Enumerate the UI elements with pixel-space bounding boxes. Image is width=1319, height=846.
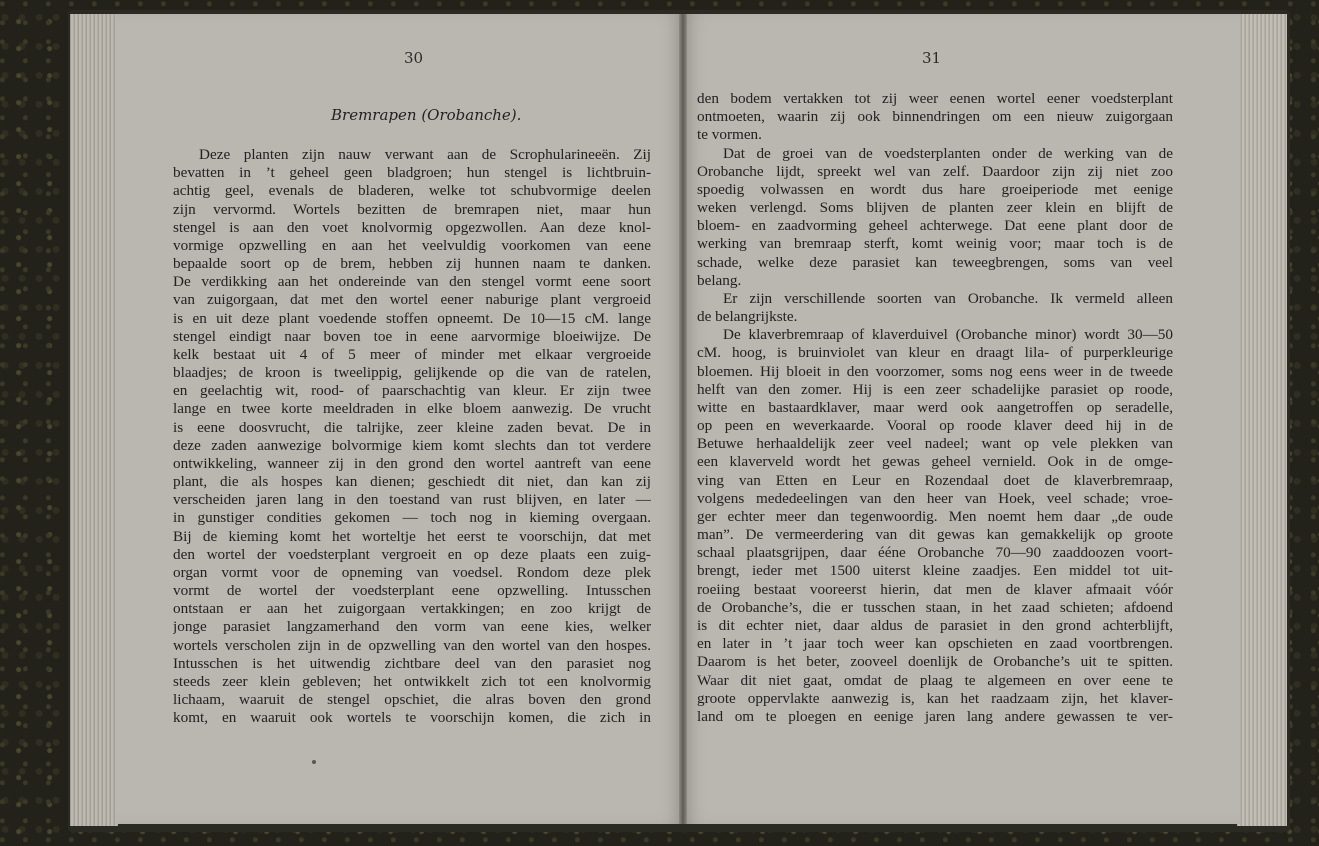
- text-line: Deze planten zijn nauw verwant aan de Scrophularineeën. Zij: [199, 146, 651, 163]
- text-line: de belangrijkste.: [697, 308, 798, 326]
- text-line: brengt, ieder met 1500 uiterst kleine zaadjes. Een middel tot uit-: [697, 562, 1173, 580]
- text-line: den wortel der voedsterplant vergroeit en op deze plaats een zuig-: [173, 545, 651, 563]
- text-line: stengel eindigt naar boven toe in eene aarvormige bloeiwijze. De: [173, 327, 651, 345]
- text-line: ontstaan er aan het zuigorgaan vertakkingen; en zoo krijgt de: [173, 600, 651, 618]
- text-line: Er zijn verschillende soorten van Orobanche. Ik vermeld alleen: [723, 289, 1173, 307]
- text-line: Betuwe herhaaldelijk zeer veel nadeel; want op vele plekken van: [697, 435, 1173, 453]
- text-line: bepaalde soort op de brem, hebben zij hunnen naam te danken.: [173, 255, 651, 273]
- text-line: schade, welke deze parasiet kan teweegbrengen, soms van veel: [697, 253, 1173, 271]
- text-line: steeds zeer klein gebleven; het ontwikkelt zich tot een knolvormig: [173, 672, 651, 690]
- left-page-number: 30: [404, 49, 424, 67]
- text-line: Orobanche lijdt, spreekt wel van zelf. Daardoor zijn zij niet zoo: [697, 162, 1173, 180]
- text-line: volgens mededeelingen van den heer van Hoek, veel schade; vroe-: [697, 489, 1173, 507]
- text-line: in gunstiger condities gekomen — toch nog in kieming overgaan.: [173, 509, 651, 527]
- text-line: verscheiden jaren lang in den toestand van rust blijven, en later —: [173, 491, 651, 509]
- text-line: spoedig volwassen en wordt dus hare groeiperiode met eenige: [697, 180, 1173, 198]
- text-line: weken verlengd. Soms blijven de planten zeer klein en blijft de: [697, 199, 1173, 217]
- text-line: blaadjes; de kroon is tweelippig, gelijkende op die van de ratelen,: [173, 364, 651, 382]
- text-line: te vormen.: [697, 126, 762, 144]
- text-line: De verdikking aan het ondereinde van den stengel vormt eene soort: [173, 273, 651, 291]
- text-line: land om te ploegen en eenige jaren lang andere gewassen te ver-: [697, 707, 1173, 725]
- text-line: de Orobanche’s, die er tusschen staan, in het zaad schieten; afdoend: [697, 598, 1173, 616]
- text-line: groote oppervlakte aanwezig is, kan het raadzaam zijn, het klaver-: [697, 689, 1173, 707]
- text-line: man”. De vermeerdering van dit gewas kan gemakkelijk op groote: [697, 526, 1173, 544]
- text-line: vormt de wortel der voedsterplant eene opzwelling. Intusschen: [173, 582, 651, 600]
- text-line: op peen en weverkaarde. Vooral op roode klaver deed hij in de: [697, 417, 1173, 435]
- text-line: schaal plaatsgrijpen, daar ééne Orobanche 70—90 zaaddoozen voort-: [697, 544, 1173, 562]
- text-line: lange en twee korte meeldraden in elke bloem aanwezig. De vrucht: [173, 400, 651, 418]
- text-line: is eene doosvrucht, die talrijke, zeer kleine zaden bevat. De in: [173, 418, 651, 436]
- text-line: Intusschen is het uitwendig zichtbare deel van den parasiet nog: [173, 654, 651, 672]
- text-line: cM. hoog, is bruinviolet van kleur en draagt lila- of purperkleurige: [697, 344, 1173, 362]
- text-line: bloemen. Hij bloeit in den voorzomer, soms nog eens weer in de tweede: [697, 362, 1173, 380]
- text-line: en later in ’t jaar toch weer kan opschieten en zaad voortbrengen.: [697, 635, 1173, 653]
- text-line: stengel is aan den voet knolvormig opgezwollen. Aan deze knol-: [173, 218, 651, 236]
- section-title: Bremrapen (Orobanche).: [331, 106, 522, 124]
- text-line: lichaam, waaruit de stengel opschiet, die alras boven den grond: [173, 691, 651, 709]
- page-edges-left: [70, 14, 118, 826]
- text-line: van zuigorgaan, dat met den wortel eener naburige plant vergroeid: [173, 291, 651, 309]
- text-line: deze zaden aanwezige bolvormige kiem komt slechts dan tot verdere: [173, 436, 651, 454]
- text-line: werking van bremraap sterft, komt weinig voor; maar toch is de: [697, 235, 1173, 253]
- right-page-body: [697, 90, 1173, 726]
- page-edges-right: [1237, 14, 1287, 826]
- text-line: roeiing bestaat vooreerst hierin, dat men de klaver afmaait vóór: [697, 580, 1173, 598]
- text-line: kelk bestaat uit 4 of 5 meer of minder met elkaar vergroeide: [173, 345, 651, 363]
- text-line: Waar dit niet gaat, omdat de plaag te algemeen en over eene te: [697, 671, 1173, 689]
- text-line: vormige opzwelling en aan het veelvuldig voorkomen van eene: [173, 236, 651, 254]
- text-line: bevatten in ’t geheel geen bladgroen; hun stengel is lichtbruin-: [173, 164, 651, 182]
- text-line: witte en bastaardklaver, maar werd ook aangetroffen op seradelle,: [697, 398, 1173, 416]
- text-line: bloem- en zaadvorming geheel achterwege. Dat eene plant door de: [697, 217, 1173, 235]
- text-line: ger echter meer dan tegenwoordig. Men noemt hem daar „de oude: [697, 507, 1173, 525]
- text-line: Dat de groei van de voedsterplanten onder de werking van de: [723, 144, 1173, 162]
- text-line: een klaverveld wordt het gewas geheel vernield. Ook in de omge-: [697, 453, 1173, 471]
- right-page-number: 31: [922, 49, 942, 67]
- text-line: ving van Etten en Leur en Rozendaal doet de klaverbremraap,: [697, 471, 1173, 489]
- text-line: zijn vervormd. Wortels bezitten de bremrapen niet, maar hun: [173, 200, 651, 218]
- text-line: plant, die als hospes kan dienen; geschiedt dit niet, dan kan zij: [173, 473, 651, 491]
- text-line: Daarom is het beter, zooveel doenlijk de Orobanche’s uit te spitten.: [697, 653, 1173, 671]
- book-gutter: [679, 14, 687, 824]
- text-line: is dit echter niet, daar aldus de parasiet in den grond achterblijft,: [697, 616, 1173, 634]
- page-speck: [312, 760, 316, 764]
- text-line: komt, en waaruit ook wortels te voorschijn komen, die zich in: [173, 709, 651, 727]
- text-line: is en uit deze plant voedende stoffen opneemt. De 10—15 cM. lange: [173, 309, 651, 327]
- text-line: wortels verscholen zijn in de opzwelling van den wortel van den hospes.: [173, 636, 651, 654]
- text-line: Bij de kieming komt het worteltje het eerst te voorschijn, dat met: [173, 527, 651, 545]
- left-page-body: [173, 146, 651, 728]
- text-line: ontwikkeling, wanneer zij in den grond den wortel aantreft van eene: [173, 454, 651, 472]
- text-line: achtig geel, evenals de bladeren, welke tot schubvormige deelen: [173, 182, 651, 200]
- text-line: helft van den zomer. Hij is een zeer schadelijke parasiet op roode,: [697, 380, 1173, 398]
- text-line: De klaverbremraap of klaverduivel (Orobanche minor) wordt 30—50: [723, 326, 1173, 344]
- text-line: jonge parasiet langzamerhand den vorm van eene kies, welker: [173, 618, 651, 636]
- text-line: belang.: [697, 271, 742, 289]
- text-line: organ vormt voor de opneming van voedsel. Rondom deze plek: [173, 563, 651, 581]
- text-line: ontmoeten, waarin zij ook binnendringen om een nieuw zuigorgaan: [697, 108, 1173, 126]
- text-line: en geelachtig wit, rood- of paarschachtig van kleur. Er zijn twee: [173, 382, 651, 400]
- text-line: den bodem vertakken tot zij weer eenen wortel eener voedsterplant: [697, 90, 1173, 107]
